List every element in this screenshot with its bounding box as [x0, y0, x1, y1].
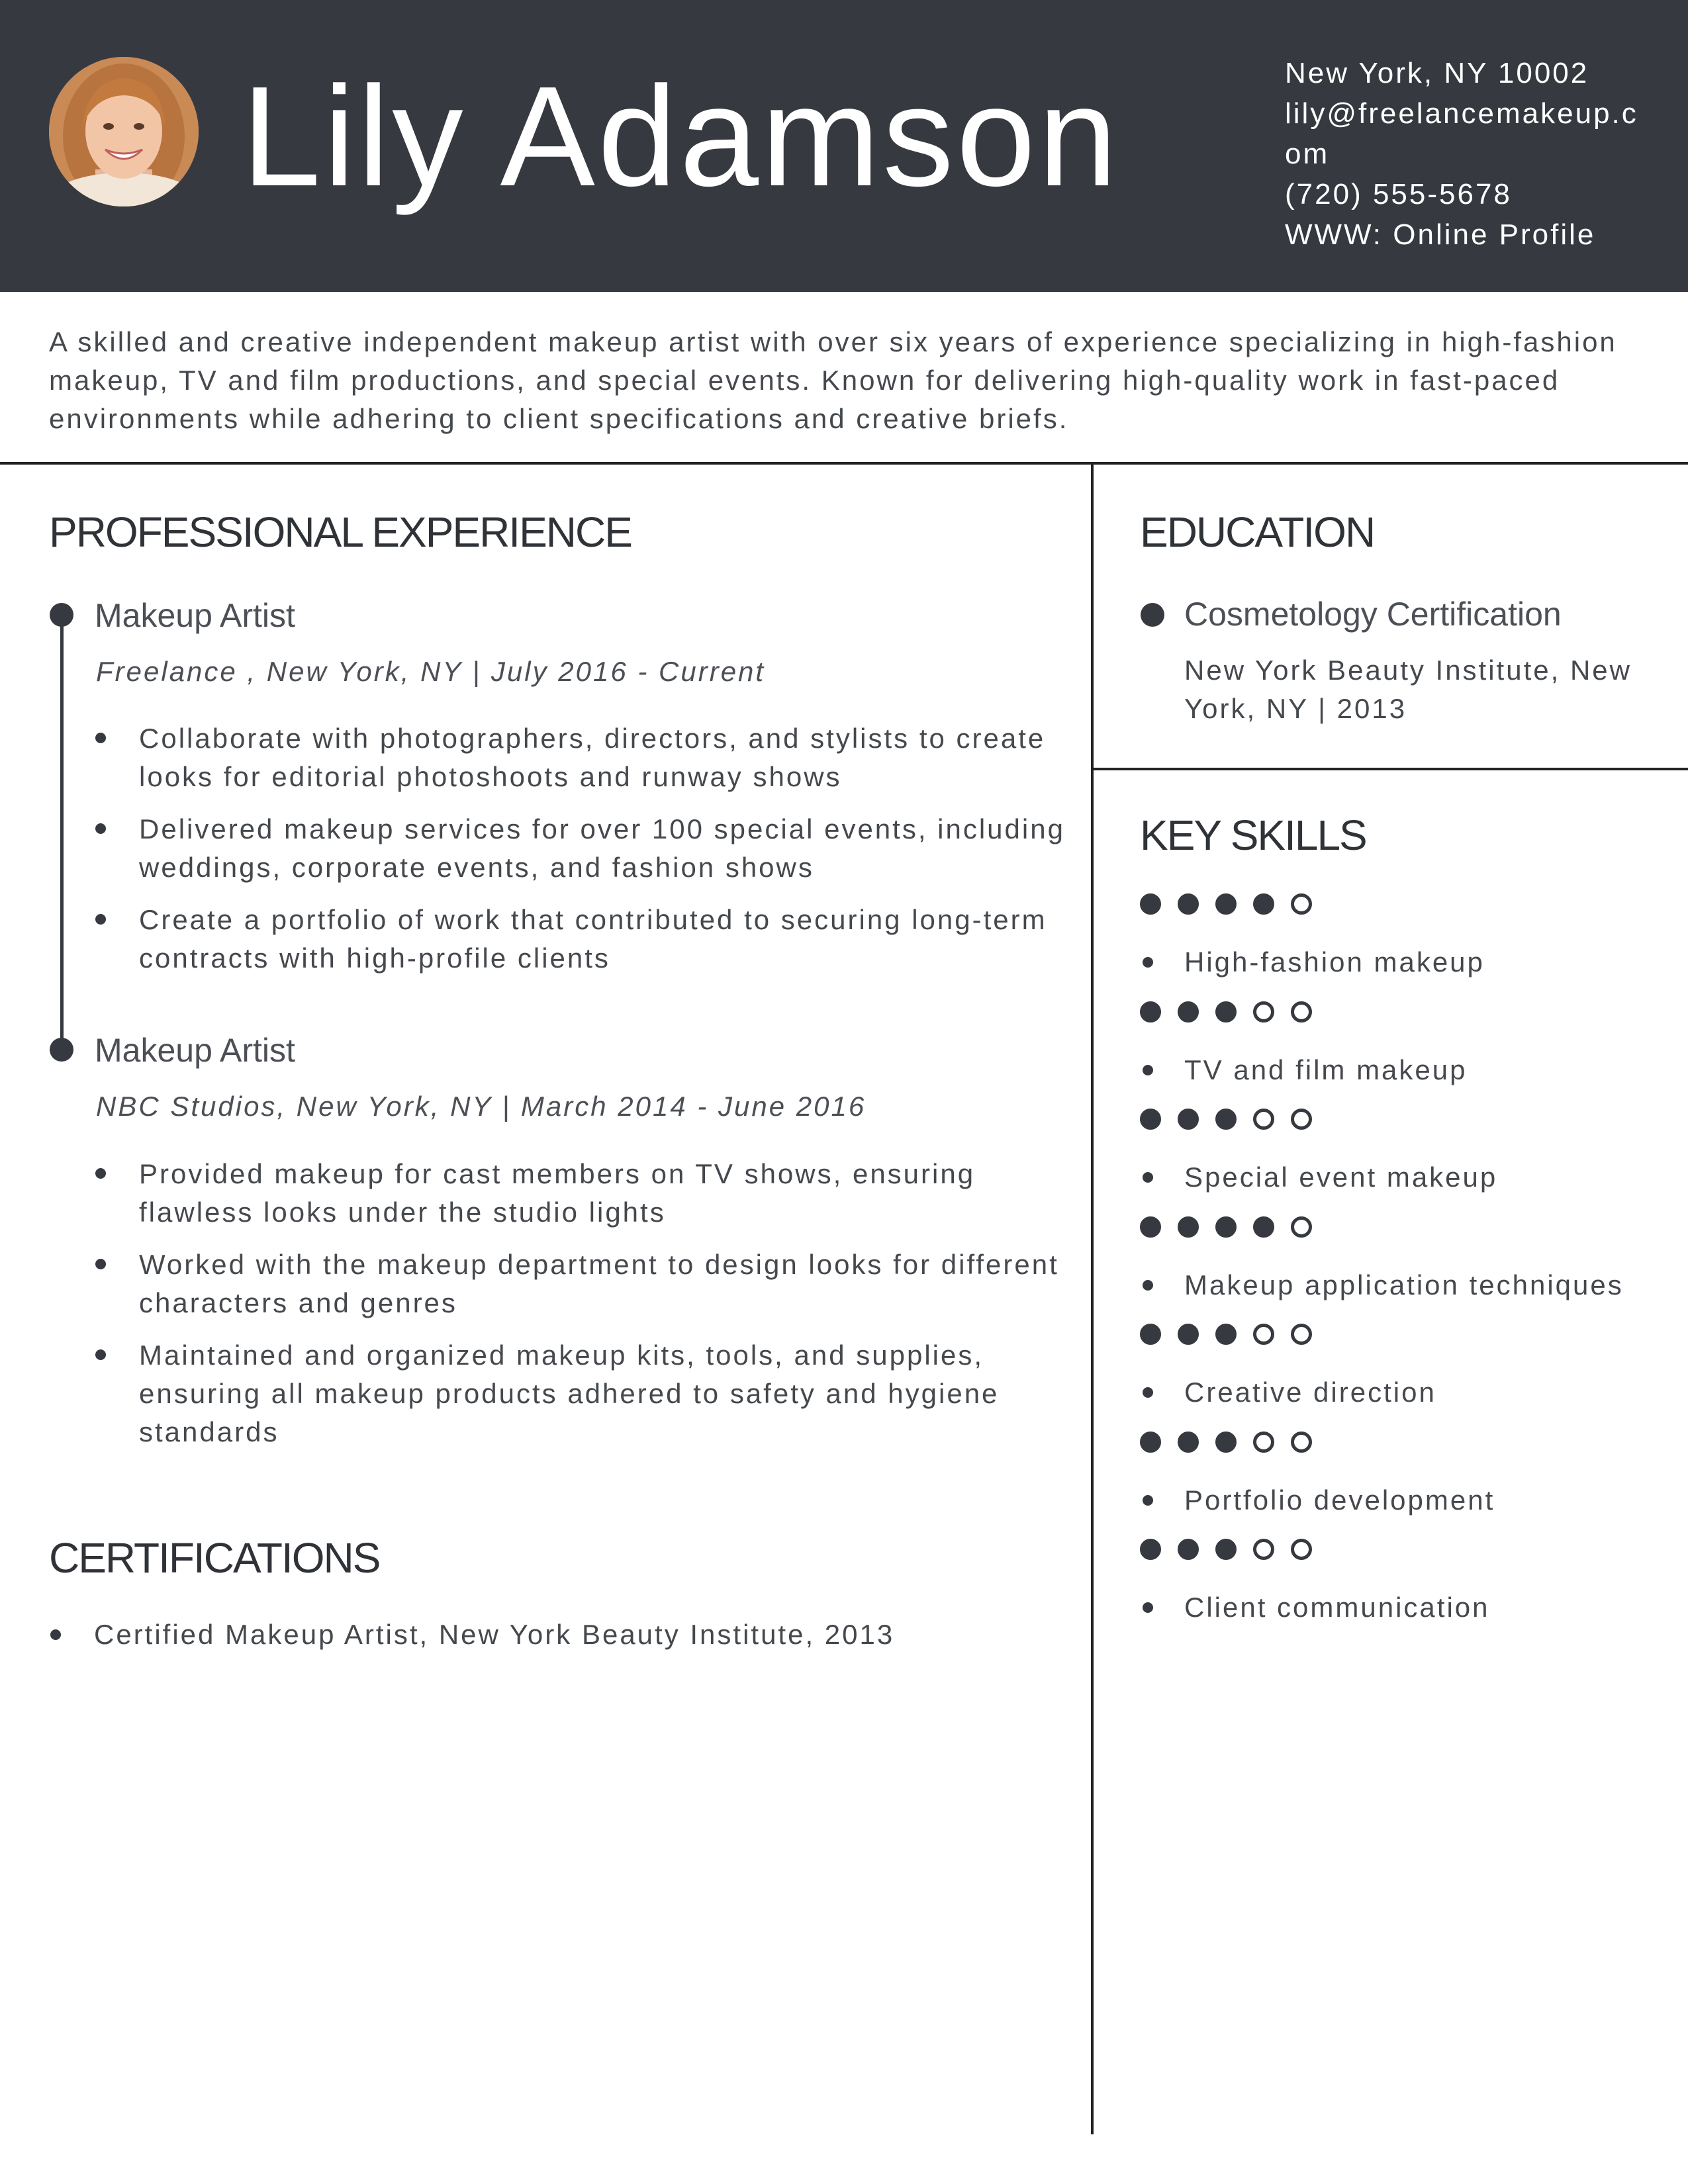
rating-empty-dot-icon	[1291, 1001, 1312, 1023]
candidate-name: Lily Adamson	[242, 56, 1120, 216]
rating-filled-dot-icon	[1140, 1539, 1161, 1560]
list-item	[139, 1336, 1066, 1451]
bullet-text: Create a portfolio of work that contributed to securing long-term contracts with high-profile clients	[139, 904, 1047, 974]
bullet-text: Collaborate with photographers, directors, and stylists to create looks for editorial photoshoots and runway shows	[139, 723, 1046, 792]
column-divider	[1091, 463, 1094, 2134]
professional-summary: A skilled and creative independent makeup artist with over six years of experience specializing in high-fashion makeup, TV and film productions, and special events. Known for delivering high-quality work in fast-paced environments while adhering to client specifications and creative briefs.	[49, 326, 1617, 434]
skill-name: Makeup application techniques	[1184, 1269, 1624, 1300]
rating-filled-dot-icon	[1178, 1432, 1199, 1453]
rating-empty-dot-icon	[1253, 1109, 1274, 1130]
education-heading: EDUCATION	[1140, 508, 1375, 556]
list-item	[139, 1246, 1066, 1322]
rating-filled-dot-icon	[1178, 1324, 1199, 1345]
rating-filled-dot-icon	[1253, 1216, 1274, 1238]
rating-filled-dot-icon	[1140, 1216, 1161, 1238]
rating-empty-dot-icon	[1253, 1432, 1274, 1453]
rating-empty-dot-icon	[1253, 1539, 1274, 1560]
bullet-icon	[95, 914, 106, 925]
job-2-bullets	[139, 1155, 1066, 1451]
rating-empty-dot-icon	[1291, 1324, 1312, 1345]
job-2-timeline-dot	[50, 1038, 73, 1062]
rating-filled-dot-icon	[1215, 1432, 1237, 1453]
list-item	[139, 810, 1066, 887]
skills-heading: KEY SKILLS	[1140, 811, 1366, 859]
education-school: New York Beauty Institute, New York, NY | 2013	[1184, 655, 1632, 724]
list-item	[139, 1155, 1066, 1232]
skill-name: Special event makeup	[1184, 1161, 1498, 1193]
skill-rating	[1140, 1432, 1329, 1455]
profile-photo	[49, 57, 199, 206]
skill-name: High-fashion makeup	[1184, 946, 1485, 978]
rating-filled-dot-icon	[1215, 1216, 1237, 1238]
rating-filled-dot-icon	[1178, 1539, 1199, 1560]
skill-rating	[1140, 893, 1329, 917]
skill-rating	[1140, 1109, 1329, 1132]
skill-name: Client communication	[1184, 1592, 1490, 1623]
certifications-heading: CERTIFICATIONS	[49, 1534, 380, 1582]
rating-filled-dot-icon	[1140, 1109, 1161, 1130]
bullet-text: Delivered makeup services for over 100 special events, including weddings, corporate events, and fashion shows	[139, 813, 1065, 883]
summary-divider	[0, 462, 1688, 465]
rating-empty-dot-icon	[1291, 893, 1312, 915]
rating-empty-dot-icon	[1291, 1539, 1312, 1560]
list-item	[139, 901, 1066, 978]
contact-website[interactable]: WWW: Online Profile	[1285, 218, 1596, 251]
contact-email[interactable]: lily@freelancemakeup.com	[1285, 97, 1638, 170]
bullet-icon	[1143, 1602, 1153, 1613]
bullet-icon	[95, 1349, 106, 1360]
job-1-bullets	[139, 719, 1066, 978]
education-divider	[1092, 768, 1688, 770]
rating-filled-dot-icon	[1178, 1001, 1199, 1023]
rating-filled-dot-icon	[1140, 1432, 1161, 1453]
skill-rating	[1140, 1216, 1329, 1240]
rating-filled-dot-icon	[1215, 1109, 1237, 1130]
rating-filled-dot-icon	[1215, 1001, 1237, 1023]
rating-empty-dot-icon	[1253, 1001, 1274, 1023]
rating-filled-dot-icon	[1178, 893, 1199, 915]
bullet-text: Maintained and organized makeup kits, tools, and supplies, ensuring all makeup products adhered to safety and hygiene standards	[139, 1340, 1000, 1447]
rating-filled-dot-icon	[1215, 1539, 1237, 1560]
skill-name: TV and film makeup	[1184, 1054, 1468, 1085]
rating-filled-dot-icon	[1178, 1109, 1199, 1130]
experience-heading: PROFESSIONAL EXPERIENCE	[49, 508, 632, 556]
resume-header	[0, 0, 1688, 292]
contact-block	[1285, 53, 1642, 255]
experience-timeline	[60, 610, 64, 1047]
certification-item: Certified Makeup Artist, New York Beauty Institute, 2013	[94, 1619, 895, 1650]
skill-name: Portfolio development	[1184, 1484, 1495, 1516]
education-degree: Cosmetology Certification	[1184, 596, 1562, 633]
contact-location: New York, NY 10002	[1285, 57, 1589, 89]
rating-empty-dot-icon	[1291, 1216, 1312, 1238]
bullet-icon	[95, 1259, 106, 1269]
job-1-meta: Freelance , New York, NY | July 2016 - Current	[96, 656, 766, 687]
rating-filled-dot-icon	[1140, 1001, 1161, 1023]
bullet-icon	[1143, 1065, 1153, 1075]
job-1-timeline-dot	[50, 603, 73, 627]
rating-filled-dot-icon	[1140, 893, 1161, 915]
job-1-title: Makeup Artist	[95, 597, 295, 634]
bullet-icon	[1143, 1172, 1153, 1183]
list-item	[139, 719, 1066, 796]
bullet-icon	[1143, 957, 1153, 968]
bullet-icon	[1143, 1280, 1153, 1291]
rating-empty-dot-icon	[1291, 1109, 1312, 1130]
skill-rating	[1140, 1539, 1329, 1563]
rating-filled-dot-icon	[1178, 1216, 1199, 1238]
contact-phone[interactable]: (720) 555-5678	[1285, 178, 1512, 210]
bullet-icon	[50, 1629, 61, 1640]
rating-filled-dot-icon	[1140, 1324, 1161, 1345]
skill-name: Creative direction	[1184, 1377, 1436, 1408]
bullet-icon	[95, 823, 106, 834]
job-2-title: Makeup Artist	[95, 1032, 295, 1069]
rating-empty-dot-icon	[1253, 1324, 1274, 1345]
avatar-icon	[49, 57, 199, 206]
education-dot-icon	[1141, 603, 1164, 627]
skill-rating	[1140, 1001, 1329, 1025]
bullet-icon	[95, 1168, 106, 1179]
bullet-icon	[95, 733, 106, 743]
skill-rating	[1140, 1324, 1329, 1347]
bullet-text: Provided makeup for cast members on TV shows, ensuring flawless looks under the studio lights	[139, 1158, 976, 1228]
bullet-icon	[1143, 1387, 1153, 1398]
bullet-text: Worked with the makeup department to design looks for different characters and genres	[139, 1249, 1059, 1318]
rating-filled-dot-icon	[1215, 893, 1237, 915]
job-2-meta: NBC Studios, New York, NY | March 2014 - June 2016	[96, 1091, 867, 1122]
rating-filled-dot-icon	[1215, 1324, 1237, 1345]
rating-filled-dot-icon	[1253, 893, 1274, 915]
bullet-icon	[1143, 1495, 1153, 1506]
rating-empty-dot-icon	[1291, 1432, 1312, 1453]
